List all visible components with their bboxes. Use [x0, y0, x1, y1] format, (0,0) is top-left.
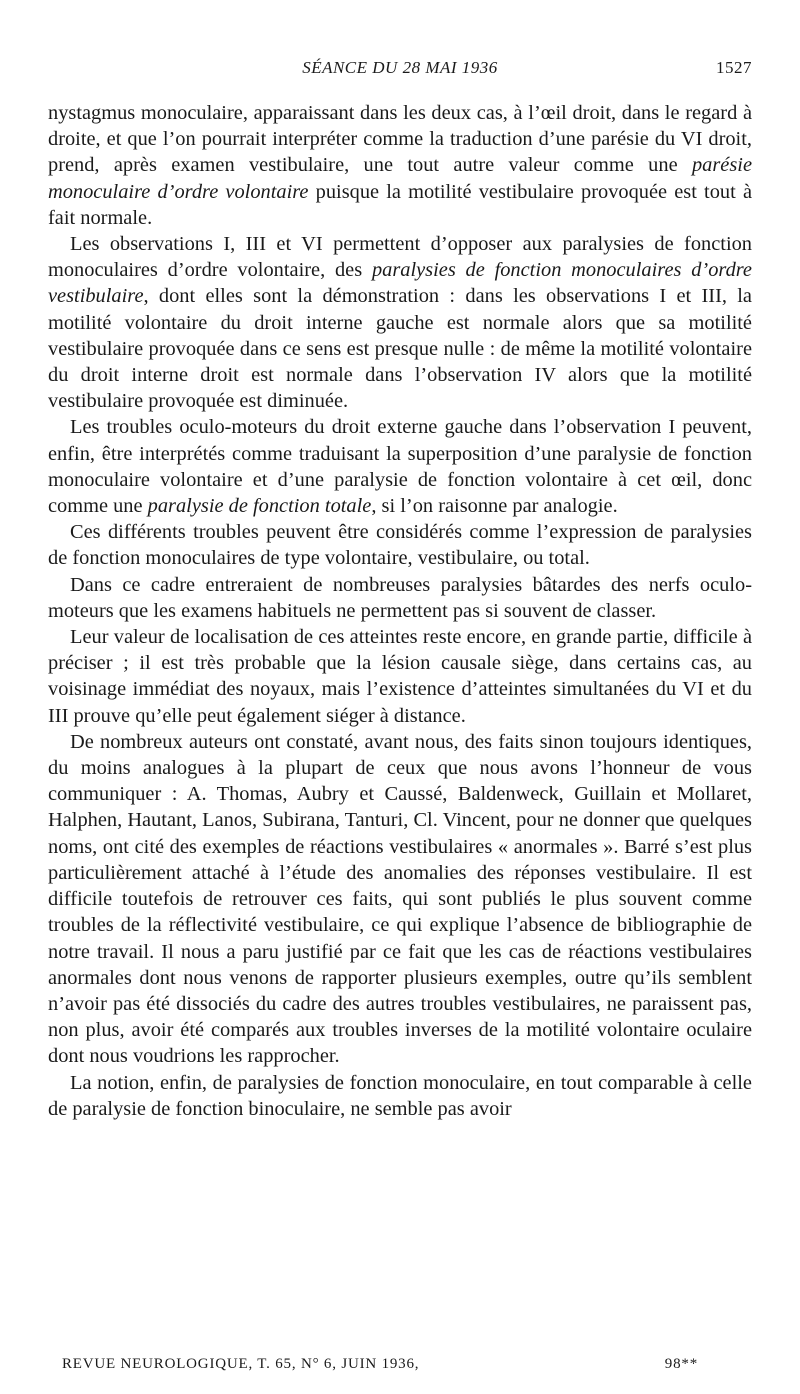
italic-phrase: paralysies de fonction monoculaires d’ordre vestibulaire: [48, 259, 752, 308]
paragraph: [48, 729, 752, 1070]
paragraph: [48, 519, 752, 571]
body-text: [48, 100, 752, 1122]
journal-reference: REVUE NEUROLOGIQUE, T. 65, N° 6, JUIN 1936,: [62, 1356, 420, 1372]
text-run: Les troubles oculo-moteurs du droit externe gauche dans l’observation I peuvent, enfin, être interprétés comme traduisant la superposition d’une paralysie de fonction monoculaire volontaire et d’une paralysie de fonction volontaire à cet œil, donc comme une: [48, 416, 752, 518]
text-run: nystagmus monoculaire, apparaissant dans les deux cas, à l’œil droit, dans le regard à droite, et que l’on pourrait interpréter comme la traduction d’une parésie du VI droit, prend, après examen vestibulaire, une tout autre valeur comme une: [48, 102, 752, 177]
page-number: 1527: [716, 58, 752, 77]
paragraph: [48, 572, 752, 624]
text-run: , dont elles sont la démonstration : dans les observations I et III, la motilité volontaire du droit interne gauche est normale alors que sa motilité vestibulaire provoquée dans ce sens est presque nulle : de même la motilité volontaire du droit interne droit est normale dans l’observation IV alors que la motilité vestibulaire provoquée est diminuée.: [48, 285, 752, 413]
paragraph: [48, 1070, 752, 1122]
paragraph: [48, 231, 752, 414]
text-run: La notion, enfin, de paralysies de fonction monoculaire, en tout comparable à celle de paralysie de fonction binoculaire, ne semble pas avoir: [48, 1071, 752, 1120]
running-head-title: SÉANCE DU 28 MAI 1936: [302, 58, 498, 77]
text-run: puisque la motilité vestibulaire provoquée est tout à fait normale.: [48, 180, 752, 229]
text-run: , si l’on raisonne par analogie.: [371, 495, 618, 518]
text-run: De nombreux auteurs ont constaté, avant nous, des faits sinon toujours identiques, du moins analogues à la plupart de ceux que nous avons l’honneur de vous communiquer : A. Thomas, Aubry et Caussé, Baldenweck, Guillain et Mollaret, Halphen, Hautant, Lanos, Subirana, Tanturi, Cl. Vincent, pour ne donner que quelques noms, ont cité des exemples de réactions vestibulaires « anormales ». Barré s’est plus particulièrement attaché à l’étude des anomalies des réponses vestibulaire. Il est difficile toutefois de retrouver ces faits, qui sont publiés le plus souvent comme troubles de la réflectivité vestibulaire, ce qui explique l’absence de bibliographie de notre travail. Il nous a paru justifié par ce fait que les cas de réactions vestibulaires anormales dont nous venons de rapporter plusieurs exemples, outre qu’ils semblent n’avoir pas été dissociés du cadre des autres troubles vestibulaires, ne paraissent pas, non plus, avoir été comparés aux troubles inverses de la motilité volontaire oculaire dont nous voudrions les rapprocher.: [48, 730, 752, 1068]
paragraph: [48, 624, 752, 729]
paragraph: [48, 414, 752, 519]
italic-phrase: parésie monoculaire d’ordre volontaire: [48, 154, 752, 203]
text-run: Leur valeur de localisation de ces atteintes reste encore, en grande partie, difficile à préciser ; il est très probable que la lésion causale siège, dans certains cas, au voisinage immédiat des noyaux, mais l’existence d’atteintes simultanées du VI et du III prouve qu’elle peut également siéger à distance.: [48, 626, 752, 727]
page: [48, 58, 752, 1122]
paragraph: [48, 100, 752, 231]
text-run: Les observations I, III et VI permettent d’opposer aux paralysies de fonction monoculaires d’ordre volontaire, des: [48, 233, 752, 282]
running-header: [48, 58, 752, 86]
text-run: Ces différents troubles peuvent être considérés comme l’expression de paralysies de fonction monoculaires de type volontaire, vestibulaire, ou total.: [48, 521, 752, 570]
italic-phrase: paralysie de fonction totale: [147, 495, 372, 518]
printer-signature: 98**: [664, 1356, 698, 1372]
text-run: Dans ce cadre entreraient de nombreuses paralysies bâtardes des nerfs oculo-moteurs que les examens habituels ne permettent pas si souvent de classer.: [48, 573, 752, 622]
